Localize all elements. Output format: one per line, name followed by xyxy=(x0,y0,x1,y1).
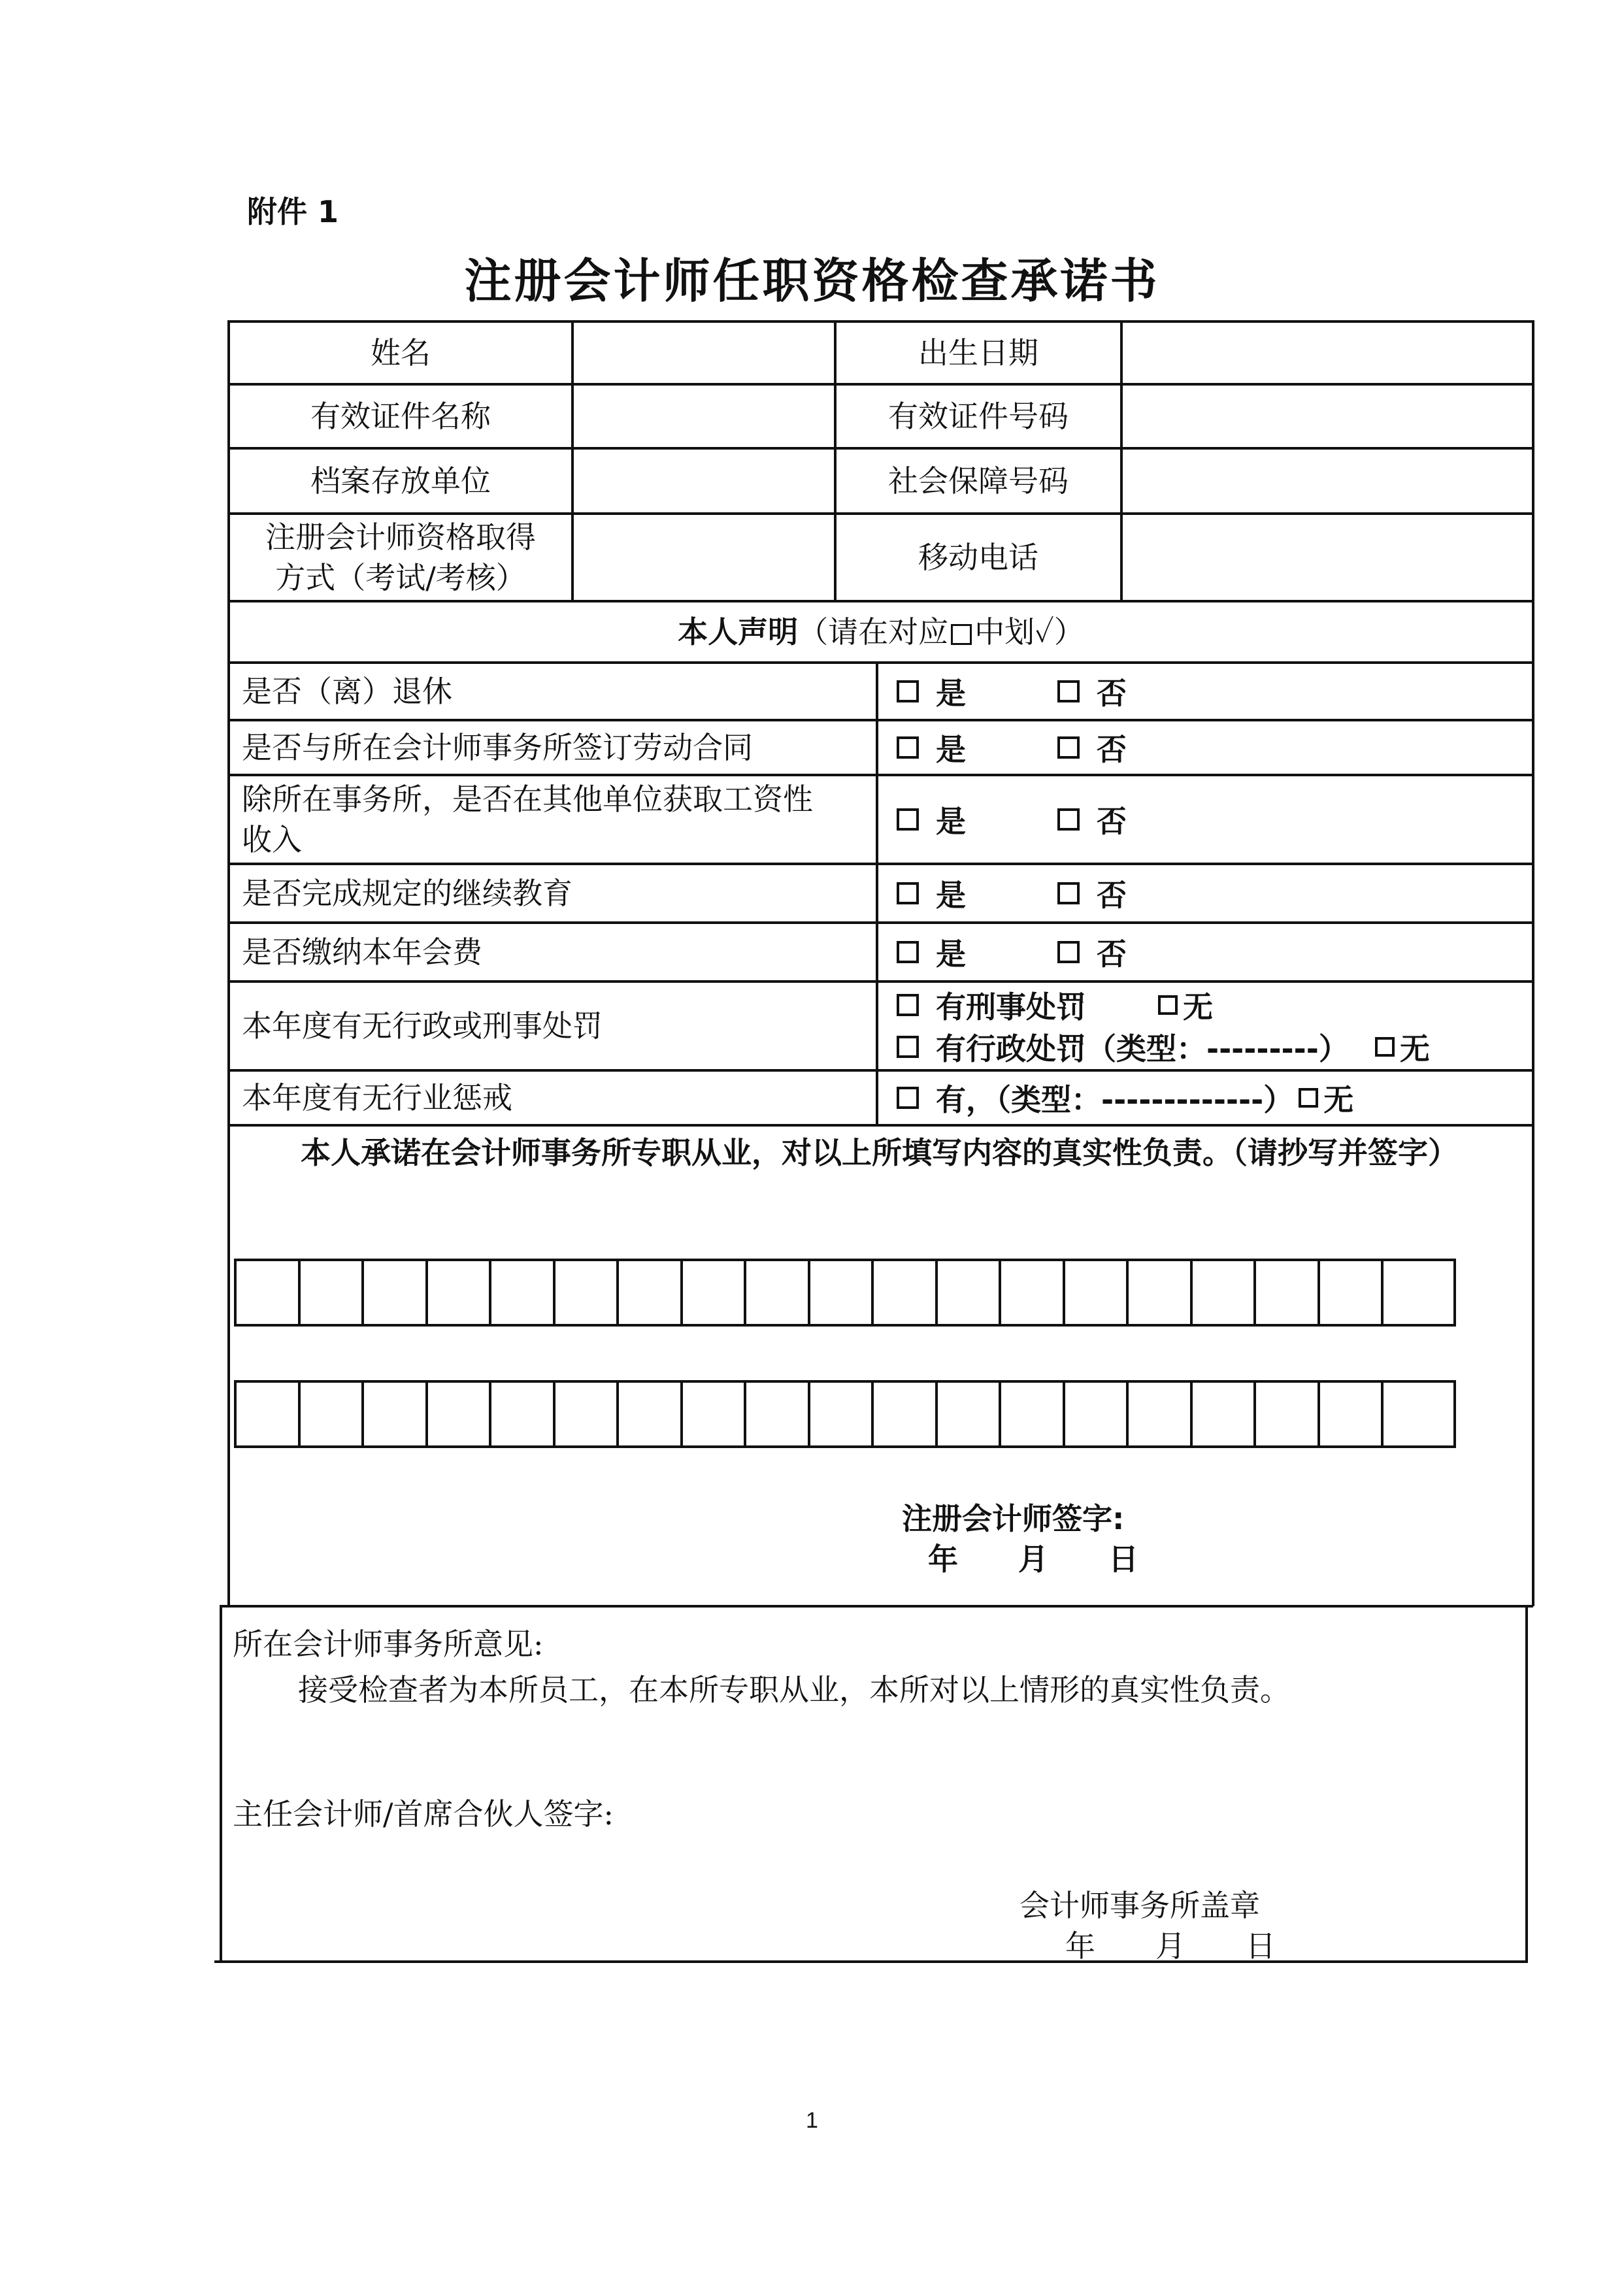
contract-no-checkbox[interactable] xyxy=(1057,736,1080,759)
social-security-label: 社会保障号码 xyxy=(888,463,1069,499)
none-label: 无 xyxy=(1399,1031,1430,1066)
firm-date: 年 月 日 xyxy=(1065,1928,1276,1964)
admin-none-checkbox[interactable] xyxy=(1375,1037,1395,1057)
other-income-no-checkbox[interactable] xyxy=(1057,808,1080,831)
other-income-question xyxy=(230,776,876,863)
archive-field[interactable] xyxy=(574,450,834,512)
yes-label: 是 xyxy=(936,878,966,913)
admin-penalty-option xyxy=(897,1027,1430,1066)
mobile-label: 移动电话 xyxy=(918,539,1038,575)
education-question: 是否完成规定的继续教育 xyxy=(242,875,572,911)
declaration-header-instruction-pre: （请在对应 xyxy=(798,614,949,650)
no-label: 否 xyxy=(1097,676,1127,711)
yes-label: 是 xyxy=(936,936,966,972)
other-income-yes-checkbox[interactable] xyxy=(897,808,919,831)
other-income-question-line-2: 收入 xyxy=(242,822,302,857)
declaration-header xyxy=(230,602,1532,661)
name-label: 姓名 xyxy=(371,335,431,371)
fee-options xyxy=(897,924,1127,980)
id-number-label: 有效证件号码 xyxy=(888,398,1069,434)
id-number-field[interactable] xyxy=(1123,386,1532,447)
qualification-label xyxy=(230,515,571,600)
attachment-label: 附件 1 xyxy=(247,194,339,229)
criminal-penalty-option xyxy=(897,985,1213,1025)
no-label: 否 xyxy=(1097,936,1127,972)
contract-options xyxy=(897,721,1127,774)
qualification-field[interactable] xyxy=(574,515,834,600)
industry-discipline-label: 有，（类型：-------------） xyxy=(936,1082,1294,1117)
firm-opinion-label: 所在会计师事务所意见: xyxy=(233,1626,544,1662)
id-name-field[interactable] xyxy=(574,386,834,447)
qualification-label-line-2: 方式（考试/考核） xyxy=(275,560,526,595)
no-label: 否 xyxy=(1097,878,1127,913)
firm-opinion-text: 接受检查者为本所员工，在本所专职从业，本所对以上情形的真实性负责。 xyxy=(298,1672,1290,1707)
admin-penalty-label: 有行政处罚（类型：---------） xyxy=(936,1031,1349,1066)
fee-yes-checkbox[interactable] xyxy=(897,941,919,963)
other-income-options xyxy=(897,776,1127,863)
industry-discipline-yes-checkbox[interactable] xyxy=(897,1087,919,1109)
page-number: 1 xyxy=(806,2108,818,2133)
copy-grid-row-1[interactable] xyxy=(234,1259,1456,1327)
archive-label: 档案存放单位 xyxy=(310,463,491,499)
education-no-checkbox[interactable] xyxy=(1057,882,1080,904)
retired-question: 是否（离）退休 xyxy=(242,673,452,709)
promise-statement: 本人承诺在会计师事务所专职从业，对以上所填写内容的真实性负责。（请抄写并签字） xyxy=(301,1135,1458,1170)
social-security-field[interactable] xyxy=(1123,450,1532,512)
declaration-header-instruction-post: 中划✓） xyxy=(974,614,1084,650)
industry-discipline-options xyxy=(897,1072,1353,1124)
education-yes-checkbox[interactable] xyxy=(897,882,919,904)
partner-signature-label: 主任会计师/首席合伙人签字: xyxy=(233,1796,614,1832)
industry-discipline-question: 本年度有无行业惩戒 xyxy=(242,1080,512,1115)
criminal-penalty-checkbox[interactable] xyxy=(897,994,919,1016)
cpa-signature-label: 注册会计师签字: xyxy=(902,1501,1125,1536)
none-label: 无 xyxy=(1183,989,1213,1025)
no-label: 否 xyxy=(1097,804,1127,839)
contract-yes-checkbox[interactable] xyxy=(897,736,919,759)
none-label: 无 xyxy=(1323,1082,1354,1117)
criminal-none-checkbox[interactable] xyxy=(1158,995,1178,1015)
retired-yes-checkbox[interactable] xyxy=(897,680,919,702)
penalty-question: 本年度有无行政或刑事处罚 xyxy=(242,1008,603,1044)
yes-label: 是 xyxy=(936,732,966,767)
declaration-header-title: 本人声明 xyxy=(678,614,799,650)
criminal-penalty-label: 有刑事处罚 xyxy=(936,989,1086,1025)
page-title: 注册会计师任职资格检查承诺书 xyxy=(464,254,1160,308)
no-label: 否 xyxy=(1097,732,1127,767)
cpa-signature-date: 年 月 日 xyxy=(928,1542,1138,1577)
qualification-label-line-1: 注册会计师资格取得 xyxy=(265,519,536,555)
id-name-label: 有效证件名称 xyxy=(310,398,491,434)
mobile-field[interactable] xyxy=(1123,515,1532,600)
yes-label: 是 xyxy=(936,676,966,711)
education-options xyxy=(897,865,1127,921)
copy-grid-row-2[interactable] xyxy=(234,1380,1456,1448)
retired-options xyxy=(897,664,1127,719)
fee-question: 是否缴纳本年会费 xyxy=(242,934,482,970)
industry-discipline-none-checkbox[interactable] xyxy=(1299,1088,1318,1108)
firm-seal-label: 会计师事务所盖章 xyxy=(1019,1888,1260,1923)
birth-date-field[interactable] xyxy=(1123,323,1532,383)
other-income-question-line-1: 除所在事务所，是否在其他单位获取工资性 xyxy=(242,781,813,817)
yes-label: 是 xyxy=(936,804,966,839)
birth-date-label: 出生日期 xyxy=(918,335,1038,371)
checkbox-icon xyxy=(951,624,972,645)
contract-question: 是否与所在会计师事务所签订劳动合同 xyxy=(242,729,753,765)
retired-no-checkbox[interactable] xyxy=(1057,680,1080,702)
name-field[interactable] xyxy=(574,323,834,383)
admin-penalty-checkbox[interactable] xyxy=(897,1036,919,1058)
fee-no-checkbox[interactable] xyxy=(1057,941,1080,963)
